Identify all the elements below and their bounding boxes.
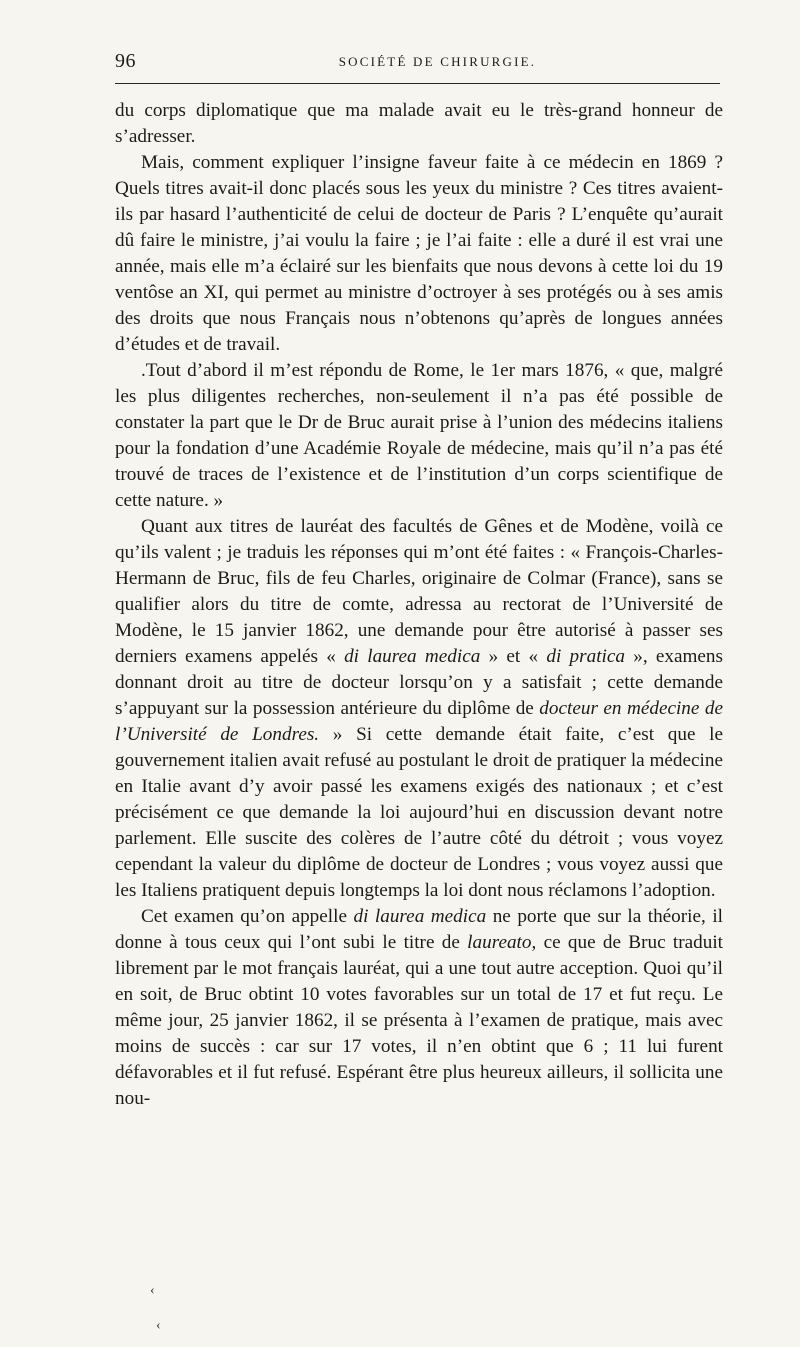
paragraph: .Tout d’abord il m’est répondu de Rome, le 1er mars 1876, « que, malgré les plus diligentes recherches, non-seulement il n’a pas été possible de constater la part que le Dr de Bruc aurait prise à l’union des médecins italiens pour la fondation d’une Académie Royale de médecine, mais qu’il n’a pas été trouvé de traces de l’existence et de l’institution d’un corps scientifique de cette nature. » — [115, 360, 723, 511]
paragraph — [115, 514, 723, 904]
italic-term: di laurea medica — [353, 906, 487, 927]
text-run: » Si cette demande était faite, c’est que le gouvernement italien avait refusé au postulant le droit de pratiquer la médecine en Italie avant d’y avoir passé les examens exigés des nationaux ; et c’est précisément ce que demande la loi aujourd’hui en discussion devant notre parlement. Elle suscite des colères de l’autre côté du détroit ; vous voyez cependant la valeur du diplôme de docteur de Londres ; vous voyez aussi que les Italiens pratiquent depuis longtemps la loi dont nous réclamons l’adoption. — [115, 724, 723, 901]
header-rule — [115, 83, 720, 84]
italic-term: di laurea medica — [344, 646, 481, 667]
page-header — [115, 50, 720, 78]
text-run: » et « — [480, 646, 547, 667]
text-run: Quant aux titres de lauréat des facultés de Gênes et de Modène, voilà ce qu’ils valent ; je traduis les réponses qui m’ont été faites : « François-Charles-Hermann de Bruc, fils de feu Charles, originaire de Colmar (France), sans se qualifier alors du titre de comte, adressa au rectorat de l’Université de Modène, le 15 janvier 1862, une demande pour être autorisé à passer ses derniers examens appelés « — [115, 516, 723, 667]
paragraph — [115, 904, 723, 1112]
page-number: 96 — [115, 50, 136, 72]
italic-term: di pratica — [546, 646, 625, 667]
text-run: , ce que de Bruc traduit librement par le mot français lauréat, qui a une tout autre acception. Quoi qu’il en soit, de Bruc obtint 10 votes favorables sur un total de 17 et fut reçu. Le même jour, 25 janvier 1862, il se présenta à l’examen de pratique, mais avec moins de succès : car sur 17 votes, il n’en obtint que 6 ; 11 lui furent défavorables et il fut refusé. Espérant être plus heureux ailleurs, il sollicita une nou- — [115, 932, 723, 1109]
text-run: », examens donnant droit au titre de docteur lorsqu’on y a satisfait ; cette demande s’appuyant sur la possession antérieure du diplôme de — [115, 646, 723, 719]
paragraph: du corps diplomatique que ma malade avait eu le très-grand honneur de s’adresser. — [115, 100, 723, 147]
running-head: SOCIÉTÉ DE CHIRURGIE. — [338, 54, 537, 69]
text-run: Cet examen qu’on appelle — [141, 906, 354, 927]
margin-mark: ‹ — [156, 1318, 161, 1333]
italic-term: laureato — [467, 932, 532, 953]
margin-mark: ‹ — [150, 1283, 155, 1298]
paragraph: Mais, comment expliquer l’insigne faveur faite à ce médecin en 1869 ? Quels titres avait-il donc placés sous les yeux du ministre ? Ces titres avaient-ils par hasard l’authenticité de celui de docteur de Paris ? L’enquête qu’aurait dû faire le ministre, j’ai voulu la faire ; je l’ai faite : elle a duré il est vrai une année, mais elle m’a éclairé sur les bienfaits que nous devons à cette loi du 19 ventôse an XI, qui permet au ministre d’octroyer à ses protégés ou à ses amis des droits que nous Français nous n’obtenons qu’après de longues années d’études et de travail. — [115, 152, 723, 355]
body-text — [115, 98, 723, 1112]
text-run: ne porte que sur la théorie, il donne à tous ceux qui l’ont subi le titre de — [115, 906, 723, 953]
italic-term: docteur en médecine de l’Université de Londres. — [115, 698, 724, 745]
